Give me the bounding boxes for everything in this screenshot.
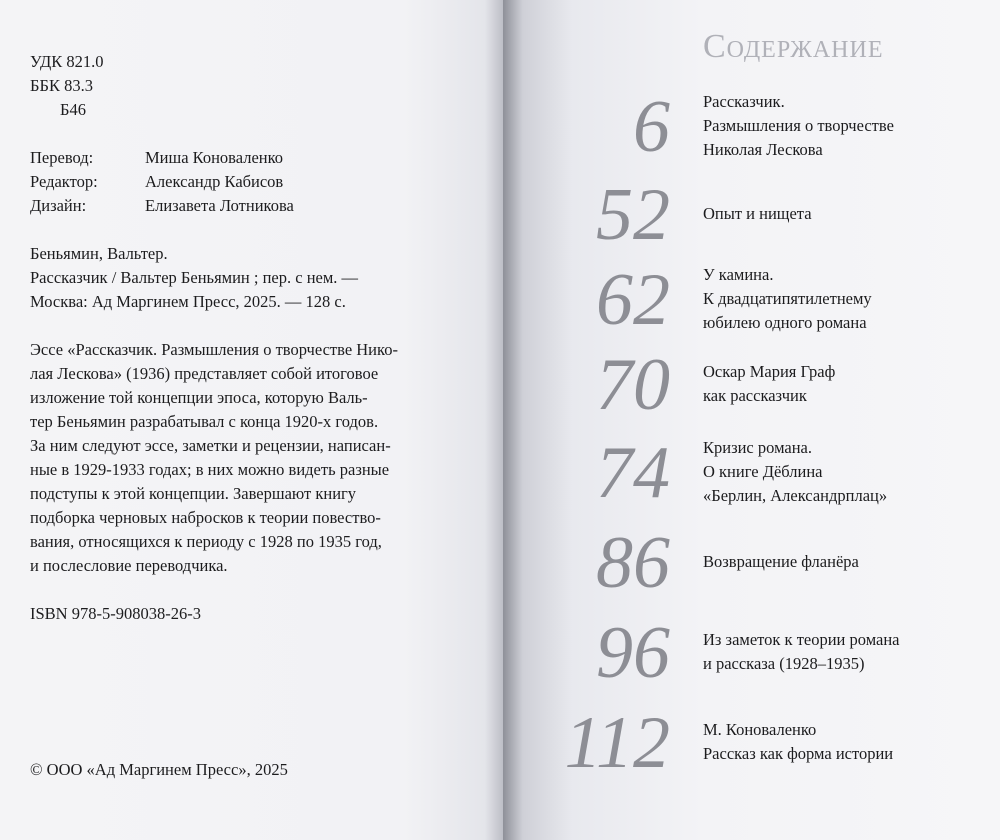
credit-label: Перевод: — [30, 148, 94, 167]
annotation-line: подборка черновых набросков к теории повество- — [30, 508, 381, 527]
author-code: Б46 — [60, 100, 86, 119]
toc-entry — [503, 340, 1000, 428]
copyright: © ООО «Ад Маргинем Пресс», 2025 — [30, 760, 288, 779]
toc-entry-title — [703, 90, 894, 162]
toc-entry — [503, 170, 1000, 258]
annotation-line: Эссе «Рассказчик. Размышления о творчестве Нико- — [30, 340, 398, 359]
toc-entry — [503, 428, 1000, 516]
bib-line: Беньямин, Вальтер. — [30, 244, 168, 263]
annotation-line: тер Беньямин разрабатывал с конца 1920-х годов. — [30, 412, 379, 431]
annotation-line: ные в 1929-1933 годах; в них можно видеть разные — [30, 460, 390, 479]
toc-title-line: Размышления о творчестве — [703, 116, 894, 135]
toc-entry — [503, 698, 1000, 786]
toc-title-line: «Берлин, Александрплац» — [703, 486, 888, 505]
toc-page-number: 6 — [633, 86, 670, 168]
toc-entry — [503, 518, 1000, 606]
toc-title-line: юбилею одного романа — [703, 313, 867, 332]
toc-page-number: 112 — [564, 702, 670, 784]
toc-entry — [503, 82, 1000, 170]
credit-row — [30, 194, 470, 218]
toc-entry-title — [703, 550, 859, 574]
toc-title-line: Возвращение фланёра — [703, 552, 859, 571]
bib-line: Москва: Ад Маргинем Пресс, 2025. — 128 с. — [30, 292, 346, 311]
credit-label: Редактор: — [30, 172, 98, 191]
credit-row — [30, 146, 470, 170]
toc-title-line: К двадцатипятилетнему — [703, 289, 872, 308]
bibliographic-record — [30, 242, 470, 314]
toc-title-line: Рассказчик. — [703, 92, 785, 111]
toc-page-number: 62 — [596, 259, 670, 341]
annotation-line: и послесловие переводчика. — [30, 556, 228, 575]
toc-page-number: 86 — [596, 522, 670, 604]
contents-page — [503, 0, 1000, 840]
toc-title-line: Кризис романа. — [703, 438, 812, 457]
isbn: ISBN 978-5-908038-26-3 — [30, 604, 201, 623]
annotation-line: лая Лескова» (1936) представляет собой итоговое — [30, 364, 379, 383]
toc-title-line: Опыт и нищета — [703, 204, 812, 223]
imprint-block — [30, 50, 470, 626]
toc-title-line: Рассказ как форма истории — [703, 744, 894, 763]
credit-name: Миша Коноваленко — [145, 148, 284, 167]
credit-name: Елизавета Лотникова — [145, 196, 294, 215]
toc-entry-title — [703, 263, 872, 335]
toc-title-line: О книге Дёблина — [703, 462, 823, 481]
annotation — [30, 338, 470, 578]
annotation-line: За ним следуют эссе, заметки и рецензии, написан- — [30, 436, 391, 455]
toc-page-number: 52 — [596, 174, 670, 256]
toc-title-line: Николая Лескова — [703, 140, 823, 159]
toc-entry-title — [703, 628, 900, 676]
udk: УДК 821.0 — [30, 52, 104, 71]
toc-title-line: как рассказчик — [703, 386, 807, 405]
toc-entry — [503, 255, 1000, 343]
toc-entry-title — [703, 202, 812, 226]
credits — [30, 146, 470, 218]
bbk: ББК 83.3 — [30, 76, 93, 95]
toc-entry-title — [703, 360, 835, 408]
credit-label: Дизайн: — [30, 196, 87, 215]
toc-page-number: 74 — [596, 432, 670, 514]
credit-name: Александр Кабисов — [145, 172, 284, 191]
toc-title-line: У камина. — [703, 265, 774, 284]
toc-title-line: Из заметок к теории романа — [703, 630, 900, 649]
toc-entry — [503, 608, 1000, 696]
toc-title-line: и рассказа (1928–1935) — [703, 654, 865, 673]
page-title: Содержание — [703, 28, 884, 65]
credit-row — [30, 170, 470, 194]
annotation-line: вания, относящихся к периоду с 1928 по 1935 год, — [30, 532, 382, 551]
toc-page-number: 70 — [596, 344, 670, 426]
annotation-line: подступы к этой концепции. Завершают книгу — [30, 484, 357, 503]
bib-line: Рассказчик / Вальтер Беньямин ; пер. с нем. — — [30, 268, 359, 287]
toc-page-number: 96 — [596, 612, 670, 694]
toc-entry-title — [703, 718, 893, 766]
toc-title-line: М. Коноваленко — [703, 720, 817, 739]
annotation-line: изложение той концепции эпоса, которую Валь- — [30, 388, 368, 407]
toc-title-line: Оскар Мария Граф — [703, 362, 836, 381]
toc-entry-title — [703, 436, 887, 508]
